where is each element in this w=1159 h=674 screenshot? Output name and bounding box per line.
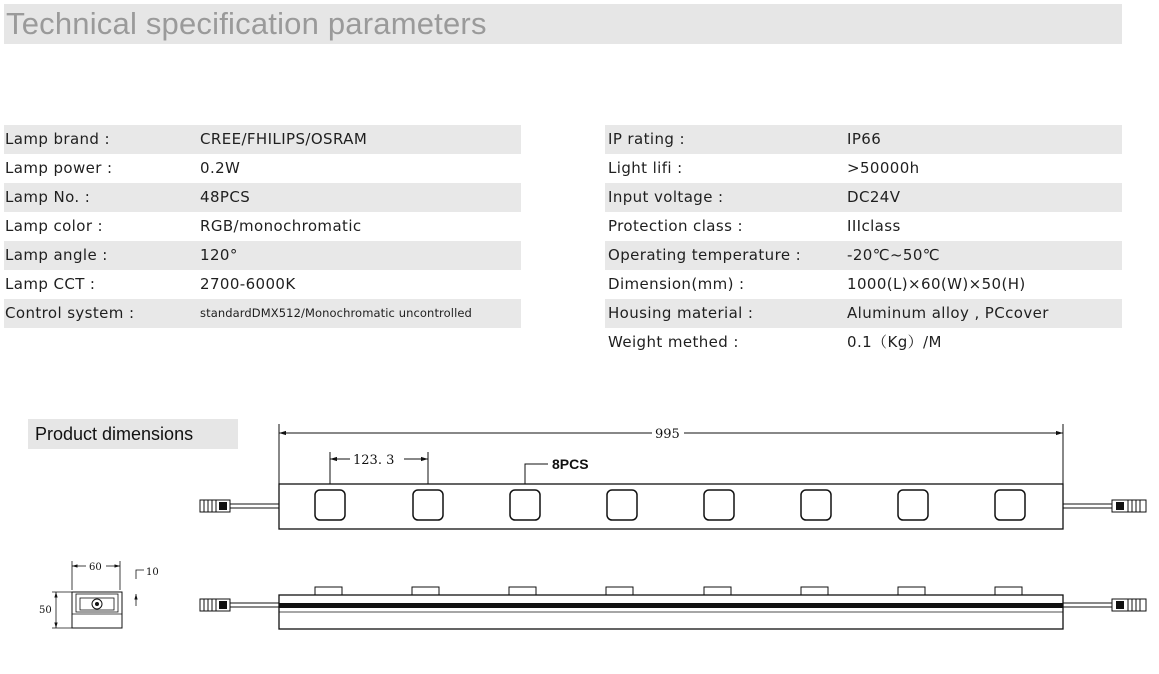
spec-value: 2700-6000K (200, 275, 296, 293)
spec-value: RGB/monochromatic (200, 217, 362, 235)
section-width-value: 60 (89, 562, 102, 573)
spec-value: 48PCS (200, 188, 251, 206)
led-module (510, 490, 540, 520)
led-module (704, 490, 734, 520)
cross-section-view (39, 561, 159, 628)
led-count-callout (525, 456, 589, 488)
spec-value: IIIclass (847, 217, 901, 235)
spec-label: Dimension(mm) : (608, 275, 745, 293)
spec-label: Control system : (5, 304, 135, 322)
spec-label: IP rating : (608, 130, 685, 148)
right-connector-icon (1112, 599, 1146, 611)
spec-label: Lamp CCT : (5, 275, 96, 293)
product-dimensions-label: Product dimensions (35, 424, 194, 444)
led-count-label: 8PCS (552, 456, 589, 472)
spec-value: 0.2W (200, 159, 241, 177)
spec-label: Input voltage : (608, 188, 724, 206)
pitch-value: 123. 3 (353, 453, 395, 468)
spec-label: Light lifi : (608, 159, 683, 177)
led-module (995, 490, 1025, 520)
led-module (315, 490, 345, 520)
spec-value: DC24V (847, 188, 901, 206)
spec-value: -20℃~50℃ (847, 246, 941, 264)
spec-value: standardDMX512/Monochromatic uncontrolled (200, 306, 472, 320)
spec-value: 120° (200, 246, 238, 264)
led-module (413, 490, 443, 520)
spec-label: Protection class : (608, 217, 743, 235)
section-offset-value: 10 (146, 567, 159, 578)
spec-value: >50000h (847, 159, 920, 177)
top-view-bar (200, 484, 1146, 529)
page-title: Technical specification parameters (6, 6, 487, 41)
section-height-value: 50 (39, 605, 52, 616)
spec-value: CREE/FHILIPS/OSRAM (200, 130, 368, 148)
left-connector-icon (200, 500, 230, 512)
spec-value: 0.1（Kg）/M (847, 333, 942, 351)
spec-value: 1000(L)×60(W)×50(H) (847, 275, 1026, 293)
spec-label: Lamp color : (5, 217, 104, 235)
spec-label: Lamp brand : (5, 130, 110, 148)
left-connector-icon (200, 599, 230, 611)
overall-length-dimension (279, 424, 1063, 484)
length-value: 995 (655, 427, 680, 442)
spec-label: Lamp No. : (5, 188, 91, 206)
spec-label: Housing material : (608, 304, 754, 322)
spec-label: Weight methed : (608, 333, 739, 351)
spec-label: Lamp angle : (5, 246, 108, 264)
led-module (898, 490, 928, 520)
pitch-dimension (330, 452, 428, 486)
spec-value: IP66 (847, 130, 882, 148)
spec-value: Aluminum alloy , PCcover (847, 304, 1049, 322)
spec-label: Lamp power : (5, 159, 113, 177)
spec-label: Operating temperature : (608, 246, 802, 264)
right-connector-icon (1112, 500, 1146, 512)
led-module (607, 490, 637, 520)
side-view-bar (200, 587, 1146, 629)
led-module (801, 490, 831, 520)
